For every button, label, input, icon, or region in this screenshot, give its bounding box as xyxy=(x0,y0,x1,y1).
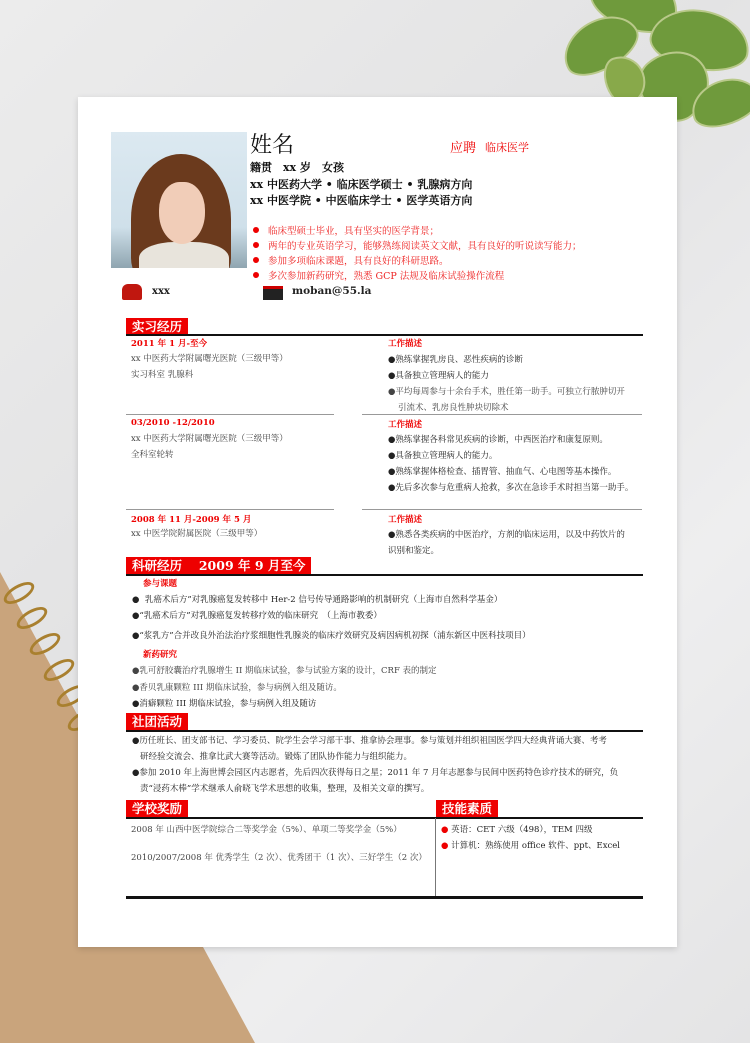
project-item: 乳癌术后方”对乳腺癌复发转移中 Her-2 信号传导通路影响的机制研究（上海市自然科学基金） xyxy=(144,595,503,605)
section-title-awards: 学校奖励 xyxy=(126,800,188,817)
desc-item: ●平均每周参与十余台手术，胜任第一助手。可独立行脓肿切开 xyxy=(388,387,625,397)
desc-item: 识别和鉴定。 xyxy=(388,546,440,556)
skill-item: 计算机：熟练使用 office 软件、ppt、Excel xyxy=(451,841,621,851)
section-title-activities: 社团活动 xyxy=(126,713,188,730)
drug-item: 香贝乳康颗粒 III 期临床试验，参与病例入组及随访。 xyxy=(139,683,342,693)
education-master: xx 中医药大学 • 临床医学硕士 • 乳腺病方向 xyxy=(250,178,473,191)
bullet-icon xyxy=(253,227,259,233)
entry-date: 2011 年 1 月-至今 xyxy=(131,339,207,349)
phone-number: xxx xyxy=(152,286,170,297)
desc-label: 工作描述 xyxy=(388,515,423,525)
desc-item: ●熟练掌握体格检查、插胃管、抽血气、心电图等基本操作。 xyxy=(388,467,617,477)
drugs-label: 新药研究 xyxy=(143,650,178,660)
activity-item: 历任班长、团支部书记、学习委员、院学生会学习部干事、推拿协会理事。参与策划并组织祖国医学四大经典背诵大赛、考考 xyxy=(139,736,607,746)
entry-hospital: xx 中医药大学附属曙光医院（三级甲等） xyxy=(131,434,288,444)
phone-icon xyxy=(122,284,142,300)
desc-item: ●具备独立管理病人的能力 xyxy=(388,371,489,381)
desc-label: 工作描述 xyxy=(388,420,423,430)
entry-date: 03/2010 -12/2010 xyxy=(131,418,215,428)
bullet-icon xyxy=(253,272,259,278)
section-title-research: 科研经历 2009 年 9 月至今 xyxy=(126,557,311,574)
entry-hospital: xx 中医药大学附属曙光医院（三级甲等） xyxy=(131,354,288,364)
desc-item: 引流术、乳房良性肿块切除术 xyxy=(398,403,509,413)
desc-item: ●具备独立管理病人的能力。 xyxy=(388,451,498,461)
activity-item-cont: 研经验交流会、推拿比武大赛等活动。锻炼了团队协作能力与组织能力。 xyxy=(140,752,413,762)
project-item: “浆乳方”合并改良外治法治疗浆细胞性乳腺炎的临床疗效研究及病因病机初探（浦东新区中医科技项目） xyxy=(139,631,531,641)
desc-item: ●熟悉各类疾病的中医治疗，方剂的临床运用，以及中药饮片的 xyxy=(388,530,625,540)
entry-hospital: xx 中医学院附属医院（三级甲等） xyxy=(131,529,263,539)
drug-item: 消癖颗粒 III 期临床试验，参与病例入组及随访 xyxy=(139,699,317,709)
award-item: 2008 年 山西中医学院综合二等奖学金（5%）、单项二等奖学金（5%） xyxy=(131,825,402,835)
entry-date: 2008 年 11 月-2009 年 5 月 xyxy=(131,515,252,525)
entry-dept: 实习科室 乳腺科 xyxy=(131,370,194,380)
desc-item: ●熟练掌握乳房良、恶性疾病的诊断 xyxy=(388,355,523,365)
skill-item: 英语：CET 六级（498），TEM 四级 xyxy=(451,825,593,835)
bullet-icon xyxy=(253,242,259,248)
highlight: 临床型硕士毕业，具有坚实的医学背景； xyxy=(268,226,440,237)
award-item: 2010/2007/2008 年 优秀学生（2 次）、优秀团干（1 次）、三好学生（2 次） xyxy=(131,853,427,863)
email-address: moban@55.la xyxy=(292,285,372,297)
drug-item: 乳可舒胶囊治疗乳腺增生 II 期临床试验，参与试验方案的设计，CRF 表的制定 xyxy=(139,666,437,676)
profile-photo xyxy=(111,132,247,268)
basic-info: 籍贯 xx 岁 女孩 xyxy=(250,161,344,174)
projects-label: 参与课题 xyxy=(143,579,178,589)
desc-item: ●先后多次参与危重病人抢救，多次在急诊手术时担当第一助手。 xyxy=(388,483,634,493)
apply-position: 临床医学 xyxy=(485,141,529,154)
email-icon xyxy=(263,286,283,300)
apply-label: 应聘 xyxy=(450,141,477,156)
entry-dept: 全科室轮转 xyxy=(131,450,174,460)
project-item: “乳癌术后方”对乳腺癌复发转移疗效的临床研究 （上海市教委） xyxy=(139,611,382,621)
desc-item: ●熟练掌握各科常见疾病的诊断，中西医治疗和康复原则。 xyxy=(388,435,608,445)
education-bachelor: xx 中医学院 • 中医临床学士 • 医学英语方向 xyxy=(250,194,473,207)
bullet-icon xyxy=(253,257,259,263)
activity-item-cont: 责“浸药木棒”学术继承人俞晓飞学术思想的收集，整理，及相关文章的撰写。 xyxy=(140,784,430,794)
section-title-skills: 技能素质 xyxy=(436,800,498,817)
section-title-internship: 实习经历 xyxy=(126,318,188,335)
candidate-name: 姓名 xyxy=(250,133,295,158)
highlight: 多次参加新药研究，熟悉 GCP 法规及临床试验操作流程 xyxy=(268,271,505,282)
activity-item: 参加 2010 年上海世博会园区内志愿者，先后四次获得每日之星；2011 年 7 月年志愿参与民间中医药特色诊疗技术的研究，负 xyxy=(139,768,619,778)
highlight: 两年的专业英语学习，能够熟练阅读英文文献，具有良好的听说读写能力； xyxy=(268,241,582,252)
desc-label: 工作描述 xyxy=(388,339,423,349)
spiral-ring xyxy=(0,578,37,609)
highlight: 参加多项临床课题，具有良好的科研思路。 xyxy=(268,256,449,267)
